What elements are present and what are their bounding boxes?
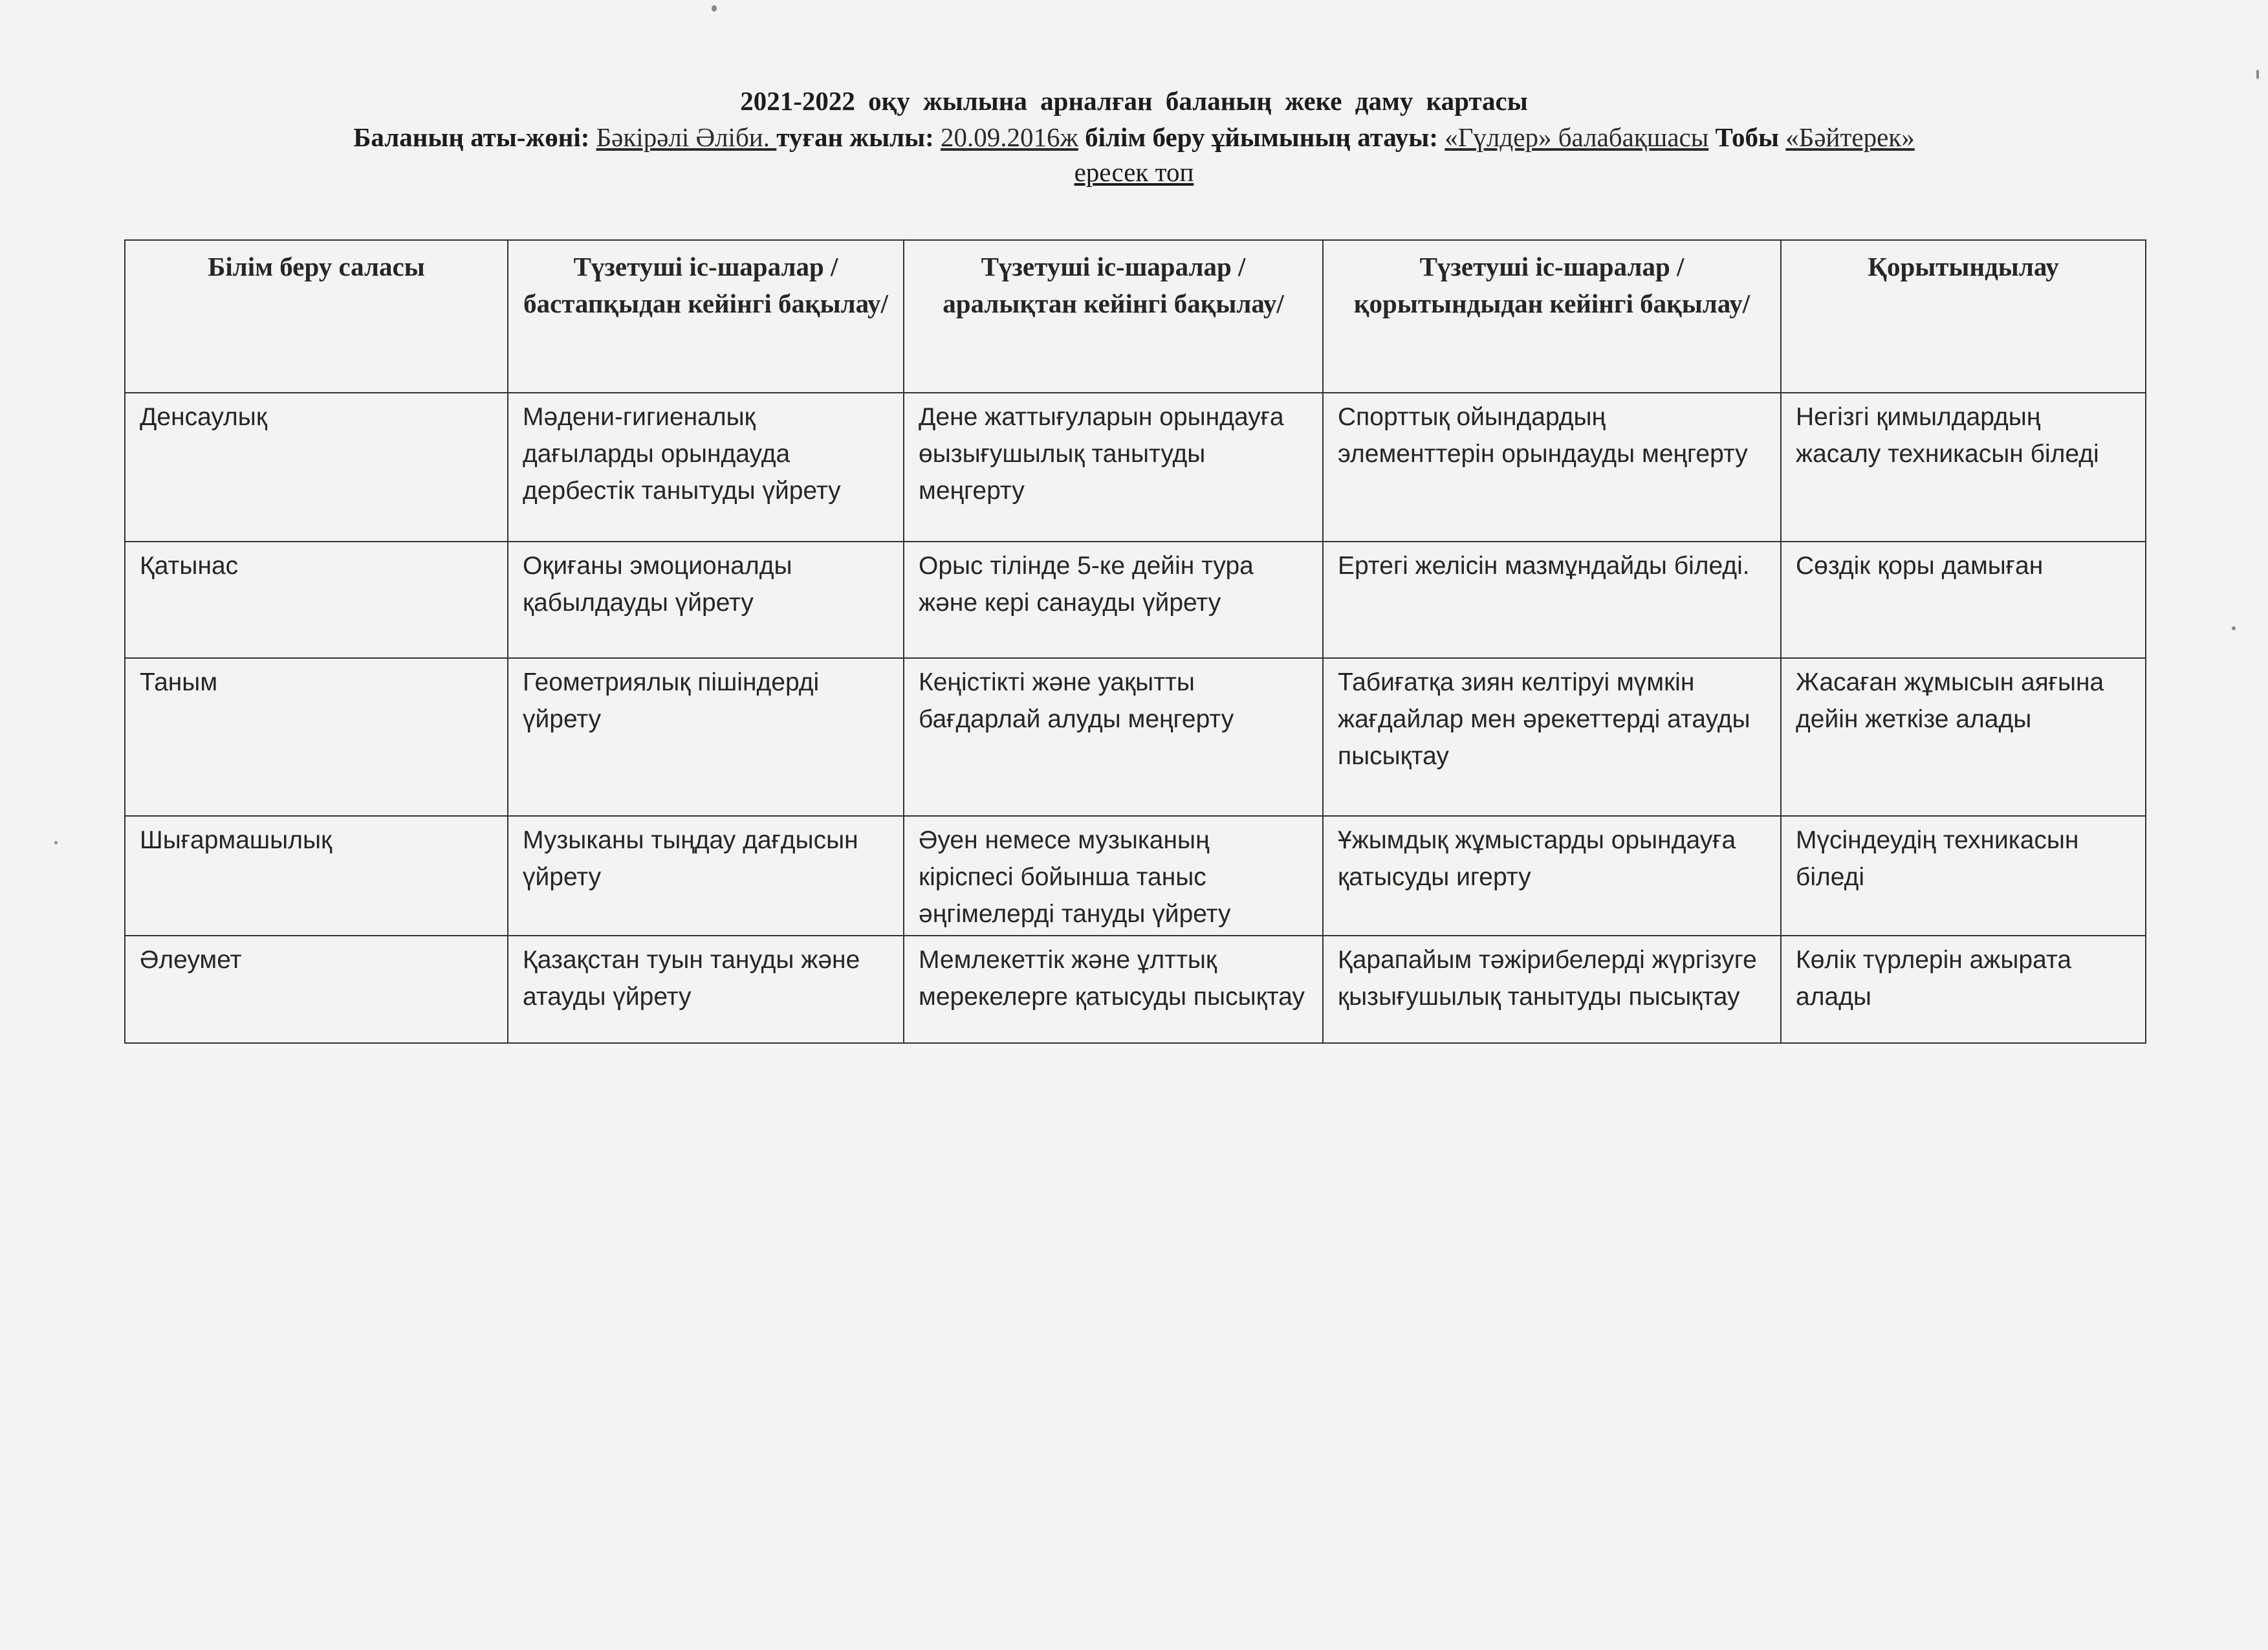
cell-summary: Сөздік қоры дамыған — [1781, 542, 2146, 658]
birth-date: 20.09.2016ж — [941, 122, 1078, 152]
cell-initial: Қазақстан туын тануды және атауды үйрету — [508, 936, 904, 1043]
cell-interim: Кеңістікті және уақытты бағдарлай алуды меңгерту — [904, 658, 1323, 816]
scan-speck — [2256, 70, 2259, 79]
org-label: білім беру ұйымының атауы: — [1085, 122, 1438, 152]
child-info-line — [0, 120, 2268, 154]
header-summary: Қорытындылау — [1781, 240, 2146, 393]
table-row — [125, 393, 2146, 542]
cell-initial: Музыканы тыңдау дағдысын үйрету — [508, 816, 904, 936]
cell-area: Таным — [125, 658, 508, 816]
cell-summary: Көлік түрлерін ажырата алады — [1781, 936, 2146, 1043]
table-row — [125, 542, 2146, 658]
scan-speck — [2232, 626, 2236, 630]
document-title: 2021-2022 оқу жылына арналған баланың жеке даму картасы — [740, 86, 1528, 116]
cell-final: Ертегі желісін мазмұндайды біледі. — [1323, 542, 1781, 658]
header-initial: Түзетуші іс-шаралар /бастапқыдан кейінгі бақылау/ — [508, 240, 904, 393]
cell-summary: Жасаған жұмысын аяғына дейін жеткізе алады — [1781, 658, 2146, 816]
table-row — [125, 658, 2146, 816]
scan-speck — [54, 841, 58, 844]
group-label: Тобы — [1715, 122, 1780, 152]
header-final: Түзетуші іс-шаралар / қорытындыдан кейінгі бақылау/ — [1323, 240, 1781, 393]
birth-label: туған жылы: — [776, 122, 934, 152]
header-area: Білім беру саласы — [125, 240, 508, 393]
org-name: «Гүлдер» балабақшасы — [1445, 122, 1709, 152]
document-header — [0, 84, 2268, 118]
cell-initial: Оқиғаны эмоционалды қабылдауды үйрету — [508, 542, 904, 658]
child-name-label: Баланың аты-жөні: — [353, 122, 590, 152]
cell-area: Денсаулық — [125, 393, 508, 542]
cell-area: Әлеумет — [125, 936, 508, 1043]
cell-initial: Геометриялық пішіндерді үйрету — [508, 658, 904, 816]
table-header-row — [125, 240, 2146, 393]
cell-area: Қатынас — [125, 542, 508, 658]
group-type: ересек топ — [1074, 157, 1194, 187]
development-card-table — [124, 239, 2146, 1044]
cell-area: Шығармашылық — [125, 816, 508, 936]
child-name: Бәкірәлі Әліби. — [596, 122, 777, 152]
cell-interim: Дене жаттығуларын орындауға өызығушылық танытуды меңгерту — [904, 393, 1323, 542]
cell-summary: Негізгі қимылдардың жасалу техникасын біледі — [1781, 393, 2146, 542]
scan-speck — [712, 5, 717, 12]
table-row — [125, 816, 2146, 936]
header-interim: Түзетуші іс-шаралар / аралықтан кейінгі бақылау/ — [904, 240, 1323, 393]
table-row — [125, 936, 2146, 1043]
cell-final: Табиғатқа зиян келтіруі мүмкін жағдайлар мен әрекеттерді атауды пысықтау — [1323, 658, 1781, 816]
group-name: «Бәйтерек» — [1785, 122, 1915, 152]
cell-interim: Әуен немесе музыканың кіріспесі бойынша таныс әңгімелерді тануды үйрету — [904, 816, 1323, 936]
group-type-line — [0, 155, 2268, 189]
cell-summary: Мүсіндеудің техникасын біледі — [1781, 816, 2146, 936]
cell-interim: Мемлекеттік және ұлттық мерекелерге қатысуды пысықтау — [904, 936, 1323, 1043]
cell-final: Спорттық ойындардың элементтерін орындауды меңгерту — [1323, 393, 1781, 542]
cell-final: Ұжымдық жұмыстарды орындауға қатысуды игерту — [1323, 816, 1781, 936]
cell-interim: Орыс тілінде 5-ке дейін тура және кері санауды үйрету — [904, 542, 1323, 658]
cell-final: Қарапайым тәжірибелерді жүргізуге қызығушылық танытуды пысықтау — [1323, 936, 1781, 1043]
cell-initial: Мәдени-гигиеналық дағыларды орындауда дербестік танытуды үйрету — [508, 393, 904, 542]
